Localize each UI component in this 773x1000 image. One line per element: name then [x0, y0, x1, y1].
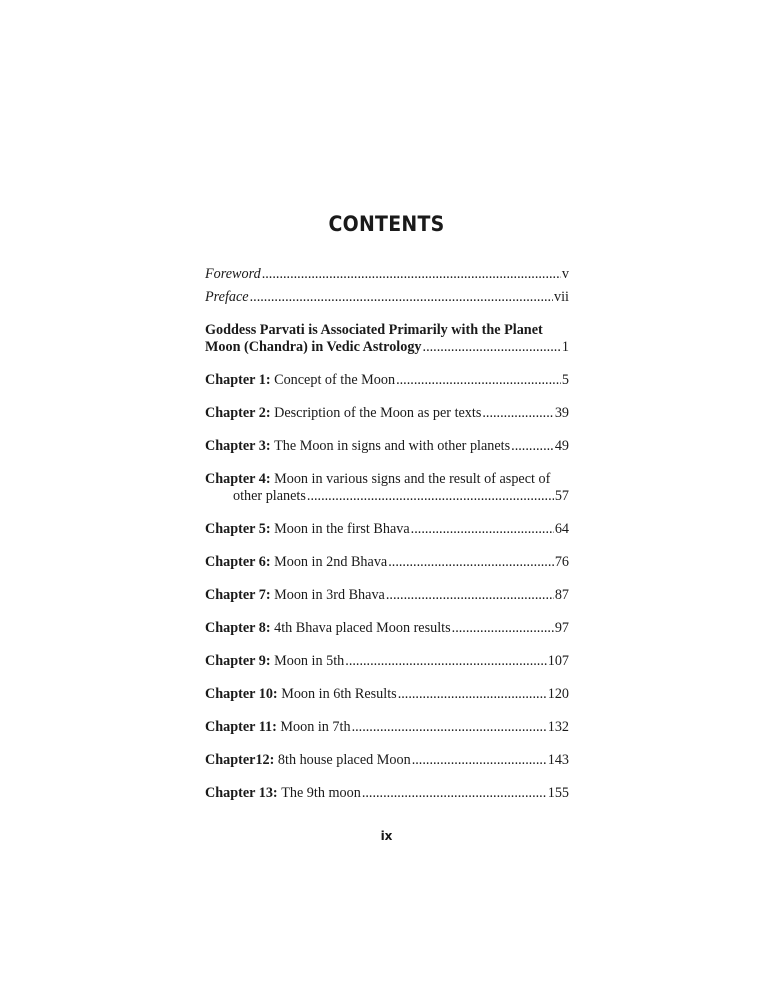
chapter-title: Moon in 2nd Bhava: [274, 554, 388, 570]
chapter-title-continued: other planets: [233, 488, 306, 504]
dot-leader: [511, 438, 554, 455]
dot-leader: [412, 752, 547, 769]
page-title: CONTENTS: [328, 212, 445, 236]
toc-entry-chapter-13[interactable]: [205, 785, 569, 802]
toc-entry-page: 49: [554, 438, 569, 454]
dot-leader: [398, 686, 547, 703]
toc-entry-page: 97: [554, 620, 569, 636]
dot-leader: [423, 339, 561, 356]
chapter-label: Chapter 1:: [205, 372, 271, 388]
toc-entry-chapter-3[interactable]: [205, 438, 569, 455]
page-number: ix: [380, 829, 393, 843]
toc-entry-page: 5: [561, 372, 569, 388]
chapter-label: Chapter 3:: [205, 438, 271, 454]
chapter-label: Chapter 8:: [205, 620, 271, 636]
chapter-title: Moon in various signs and the result of aspect of: [274, 471, 551, 487]
toc-entry-chapter-4[interactable]: [205, 471, 569, 505]
toc-entry-chapter-10[interactable]: [205, 686, 569, 703]
dot-leader: [452, 620, 554, 637]
chapter-label: Chapter 2:: [205, 405, 271, 421]
chapter-title: The Moon in signs and with other planets: [274, 438, 511, 454]
chapter-label: Chapter 5:: [205, 521, 271, 537]
toc-entry-chapter-2[interactable]: [205, 405, 569, 422]
chapter-label: Chapter 13:: [205, 785, 278, 801]
dot-leader: [396, 372, 561, 389]
toc-entry-chapter-11[interactable]: [205, 719, 569, 736]
toc-entry-page: 1: [561, 339, 569, 355]
chapter-label: Chapter 4:: [205, 471, 271, 487]
toc-entry-page: vii: [554, 289, 569, 305]
chapter-title: 8th house placed Moon: [277, 752, 411, 768]
toc-entry-foreword[interactable]: [205, 266, 569, 283]
toc-entry-page: 132: [547, 719, 569, 735]
dot-leader: [388, 554, 554, 571]
toc-entry-page: 143: [547, 752, 569, 768]
table-of-contents: [205, 266, 569, 802]
dot-leader: [362, 785, 547, 802]
chapter-title: The 9th moon: [281, 785, 361, 801]
dot-leader: [262, 266, 561, 283]
chapter-title: Moon in 3rd Bhava: [274, 587, 385, 603]
chapter-label: Chapter12:: [205, 752, 275, 768]
dot-leader: [482, 405, 553, 422]
dot-leader: [386, 587, 554, 604]
chapter-title: Moon in 7th: [280, 719, 351, 735]
toc-entry-title: Foreword: [205, 266, 261, 282]
toc-entry-page: 120: [547, 686, 569, 702]
chapter-title: Description of the Moon as per texts: [274, 405, 482, 421]
toc-entry-chapter-12[interactable]: [205, 752, 569, 769]
toc-entry-chapter-9[interactable]: [205, 653, 569, 670]
chapter-label: Chapter 10:: [205, 686, 278, 702]
dot-leader: [250, 289, 553, 306]
toc-entry-title-line2: Moon (Chandra) in Vedic Astrology: [205, 339, 422, 355]
toc-entry-page: 87: [554, 587, 569, 603]
toc-entry-page: v: [561, 266, 569, 282]
toc-entry-page: 155: [547, 785, 569, 801]
toc-entry-title: Preface: [205, 289, 249, 305]
chapter-label: Chapter 9:: [205, 653, 271, 669]
dot-leader: [345, 653, 546, 670]
toc-entry-chapter-8[interactable]: [205, 620, 569, 637]
toc-entry-page: 57: [554, 488, 569, 504]
toc-entry-page: 39: [554, 405, 569, 421]
toc-entry-page: 107: [547, 653, 569, 669]
dot-leader: [352, 719, 547, 736]
chapter-label: Chapter 6:: [205, 554, 271, 570]
toc-entry-chapter-1[interactable]: [205, 372, 569, 389]
dot-leader: [307, 488, 554, 505]
chapter-title: Moon in 5th: [274, 653, 345, 669]
chapter-title: 4th Bhava placed Moon results: [274, 620, 451, 636]
toc-entry-chapter-6[interactable]: [205, 554, 569, 571]
toc-entry-preface[interactable]: [205, 289, 569, 306]
toc-entry-page: 76: [554, 554, 569, 570]
chapter-title: Concept of the Moon: [274, 372, 396, 388]
dot-leader: [411, 521, 554, 538]
chapter-title: Moon in 6th Results: [281, 686, 397, 702]
toc-entry-intro[interactable]: [205, 322, 569, 356]
toc-entry-page: 64: [554, 521, 569, 537]
toc-entry-title-line1: Goddess Parvati is Associated Primarily with the Planet: [205, 322, 543, 338]
chapter-label: Chapter 7:: [205, 587, 271, 603]
toc-entry-chapter-5[interactable]: [205, 521, 569, 538]
chapter-label: Chapter 11:: [205, 719, 277, 735]
toc-entry-chapter-7[interactable]: [205, 587, 569, 604]
chapter-title: Moon in the first Bhava: [274, 521, 410, 537]
